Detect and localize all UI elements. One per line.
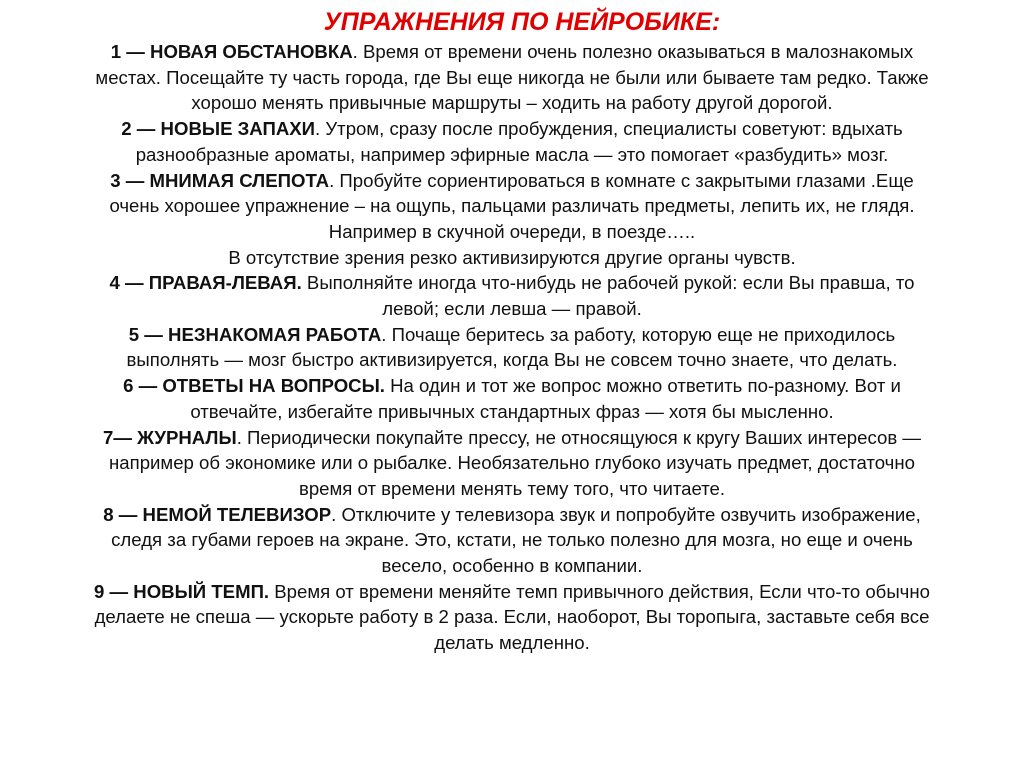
exercise-text: Время от времени меняйте темп привычного действия, Если что-то обычно	[269, 580, 930, 602]
exercise-line: выполнять — мозг быстро активизируется, когда Вы не совсем точно знаете, что делать.	[126, 349, 898, 371]
exercise-line: очень хорошее упражнение – на ощупь, пальцами различать предметы, лепить их, не глядя.	[109, 195, 915, 217]
exercise-line: разнообразные ароматы, например эфирные масла — это помогает «разбудить» мозг.	[135, 143, 889, 165]
exercise-text: . Периодически покупайте прессу, не относящуюся к кругу Ваших интересов —	[236, 426, 921, 448]
exercise-line	[20, 39, 1004, 65]
exercise-item	[20, 39, 1004, 116]
exercise-line: следя за губами героев на экране. Это, кстати, не только полезно для мозга, но еще и очень	[111, 529, 913, 551]
exercise-item	[20, 322, 1004, 373]
exercise-line: Например в скучной очереди, в поезде…..	[328, 220, 696, 242]
exercise-list	[20, 39, 1004, 656]
exercise-line	[20, 425, 1004, 451]
exercise-line: левой; если левша — правой.	[382, 298, 642, 320]
exercise-heading: 6 — ОТВЕТЫ НА ВОПРОСЫ.	[123, 375, 385, 397]
exercise-text: . Пробуйте сориентироваться в комнате с закрытыми глазами .Еще	[329, 169, 914, 191]
exercise-item	[20, 502, 1004, 579]
exercise-line: отвечайте, избегайте привычных стандартных фраз — хотя бы мысленно.	[190, 400, 834, 422]
exercise-text: . Утром, сразу после пробуждения, специалисты советуют: вдыхать	[315, 118, 903, 140]
exercise-text: . Почаще беритесь за работу, которую еще не приходилось	[381, 323, 896, 345]
exercise-line: хорошо менять привычные маршруты – ходить на работу другой дорогой.	[191, 92, 833, 114]
exercise-heading: 2 — НОВЫЕ ЗАПАХИ	[121, 118, 316, 140]
exercise-heading: 1 — НОВАЯ ОБСТАНОВКА	[110, 41, 353, 62]
exercise-heading: 7— ЖУРНАЛЫ	[103, 426, 237, 448]
exercise-heading: 9 — НОВЫЙ ТЕМП.	[94, 580, 270, 602]
exercise-item	[20, 425, 1004, 502]
exercise-line: В отсутствие зрения резко активизируются другие органы чувств.	[228, 246, 796, 268]
exercise-item	[20, 373, 1004, 424]
exercise-line	[20, 579, 1004, 605]
exercise-line: например об экономике или о рыбалке. Необязательно глубоко изучать предмет, достаточно	[109, 452, 915, 474]
exercise-item	[20, 168, 1004, 271]
exercise-line	[20, 322, 1004, 348]
exercise-heading: 3 — МНИМАЯ СЛЕПОТА	[110, 169, 330, 191]
exercise-line: делать медленно.	[434, 632, 590, 654]
exercise-item	[20, 579, 1004, 656]
exercise-heading: 4 — ПРАВАЯ-ЛЕВАЯ.	[109, 272, 302, 294]
exercise-line: весело, особенно в компании.	[381, 555, 643, 577]
exercise-line	[20, 116, 1004, 142]
exercise-line	[20, 168, 1004, 194]
exercise-text: . Отключите у телевизора звук и попробуйте озвучить изображение,	[331, 503, 921, 525]
exercise-heading: 5 — НЕЗНАКОМАЯ РАБОТА	[128, 323, 382, 345]
exercise-line: делаете не спеша — ускорьте работу в 2 раза. Если, наоборот, Вы торопыга, заставьте себя все	[94, 606, 930, 628]
exercise-item	[20, 116, 1004, 167]
exercise-item	[20, 270, 1004, 321]
exercise-text: . Время от времени очень полезно оказываться в малознакомых	[352, 41, 914, 62]
slide-title: УПРАЖНЕНИЯ ПО НЕЙРОБИКЕ:	[323, 8, 721, 36]
exercise-line	[20, 373, 1004, 399]
exercise-line	[20, 270, 1004, 296]
exercise-line: местах. Посещайте ту часть города, где Вы еще никогда не были или бываете там редко. Также	[95, 66, 929, 88]
exercise-line	[20, 502, 1004, 528]
exercise-line: время от времени менять тему того, что читаете.	[298, 477, 726, 499]
exercise-text: Выполняйте иногда что-нибудь не рабочей рукой: если Вы правша, то	[301, 272, 915, 294]
exercise-heading: 8 — НЕМОЙ ТЕЛЕВИЗОР	[103, 503, 332, 525]
exercise-text: На один и тот же вопрос можно ответить по-разному. Вот и	[384, 375, 901, 397]
